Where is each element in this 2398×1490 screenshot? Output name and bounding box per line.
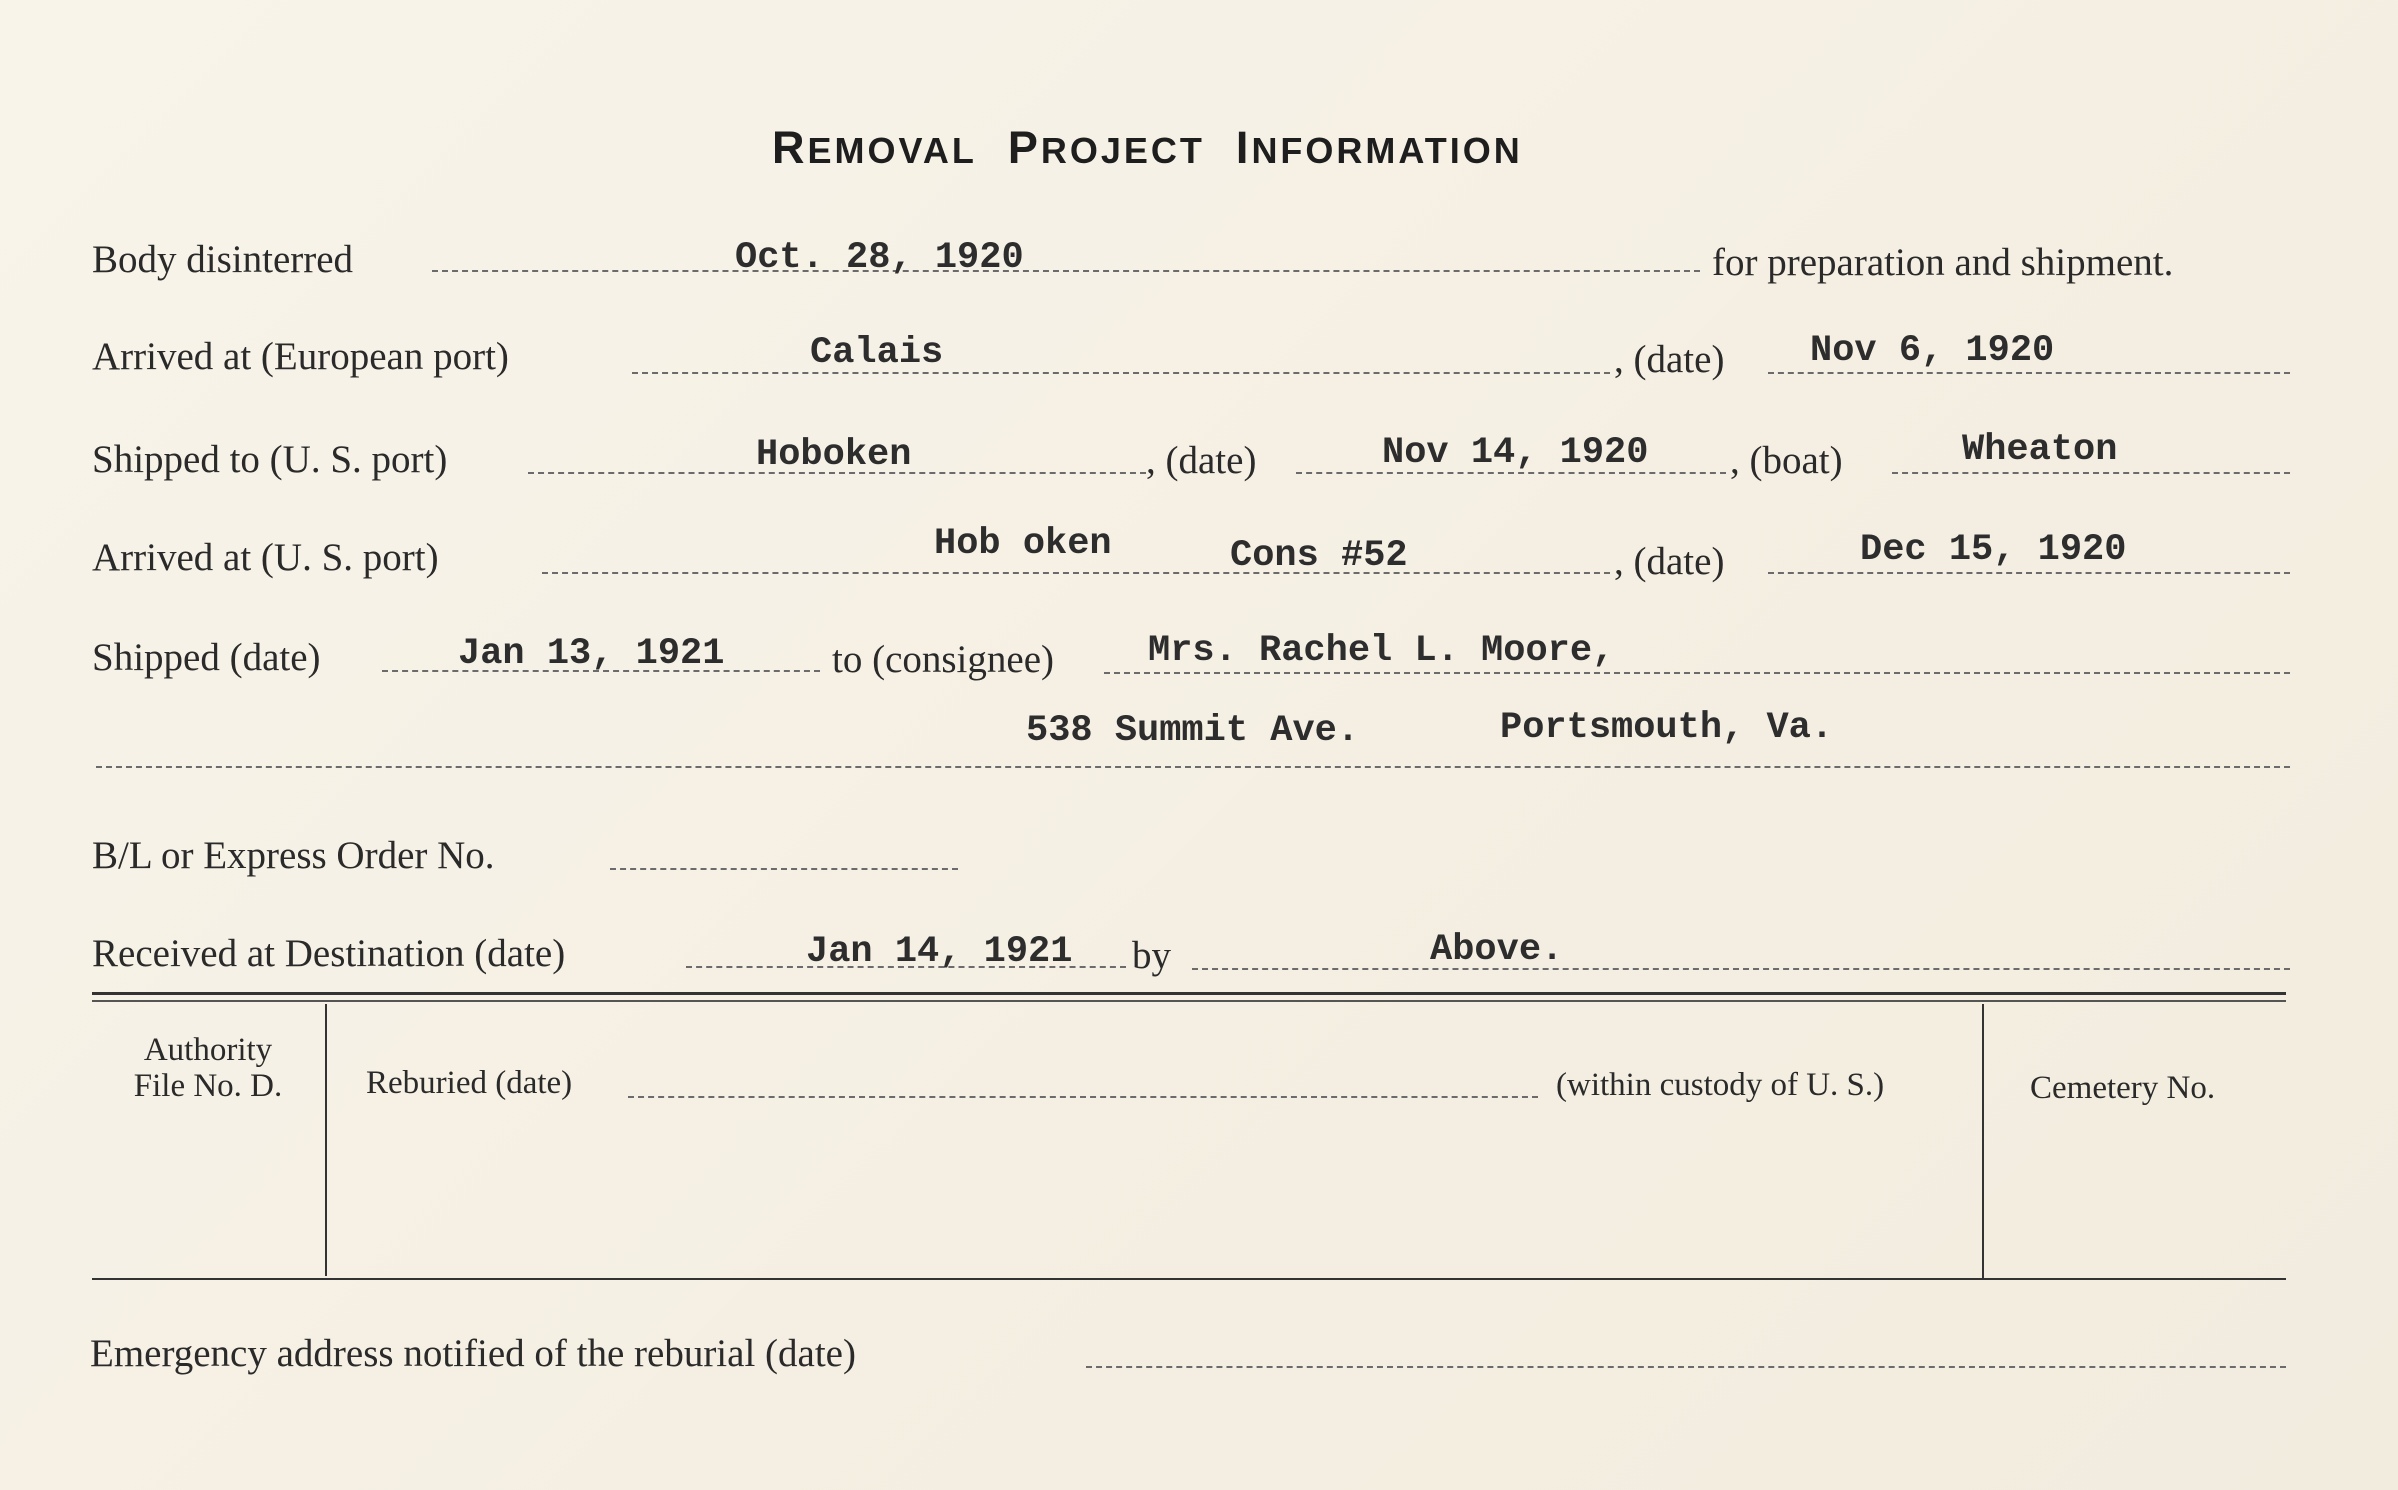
- us-port-arrived-line: [542, 572, 1610, 574]
- box-divider-right: [1982, 1004, 1984, 1280]
- preparation-shipment-text: for preparation and shipment.: [1712, 241, 2174, 284]
- european-port-label: Arrived at (European port): [92, 335, 509, 378]
- us-port-shipped-date: Nov 14, 1920: [1382, 432, 1649, 474]
- consignee-name: Mrs. Rachel L. Moore,: [1148, 630, 1615, 672]
- bl-express-order-line: [610, 868, 958, 870]
- reburied-date-line: [628, 1096, 1538, 1098]
- us-port-arrived-date-line: [1768, 572, 2290, 574]
- european-port-date: Nov 6, 1920: [1810, 330, 2055, 372]
- consignee-city: Portsmouth, Va.: [1500, 707, 1834, 749]
- shipped-date-value: Jan 13, 1921: [458, 633, 725, 675]
- card-title: REMOVAL PROJECT INFORMATION: [772, 122, 1523, 173]
- box-divider-left: [325, 1004, 327, 1276]
- consignment-number: Cons #52: [1230, 535, 1408, 577]
- european-port-line: [632, 372, 1610, 374]
- us-port-arrived-date: Dec 15, 1920: [1860, 529, 2127, 571]
- consignee-label: to (consignee): [832, 638, 1055, 681]
- consignee-street: 538 Summit Ave.: [1026, 710, 1360, 752]
- received-by-line: [1192, 968, 2290, 970]
- body-disinterred-date: Oct. 28, 1920: [735, 237, 1024, 279]
- custody-label: (within custody of U. S.): [1556, 1067, 1885, 1103]
- authority-file-label: Authority File No. D.: [133, 1032, 283, 1105]
- emergency-address-label: Emergency address notified of the reburial (date): [90, 1332, 856, 1375]
- us-port-arrived-date-label: , (date): [1614, 540, 1725, 583]
- consignee-line: [1104, 672, 2290, 674]
- us-port-shipped-date-label: , (date): [1146, 439, 1257, 482]
- us-port-shipped-value: Hoboken: [756, 434, 912, 476]
- us-port-arrived-label: Arrived at (U. S. port): [92, 536, 439, 579]
- boat-line: [1892, 472, 2290, 474]
- boat-label: , (boat): [1730, 439, 1843, 482]
- emergency-address-line: [1086, 1366, 2286, 1368]
- us-port-shipped-label: Shipped to (U. S. port): [92, 438, 448, 481]
- received-destination-date: Jan 14, 1921: [806, 931, 1073, 973]
- european-port-date-label: , (date): [1614, 338, 1725, 381]
- box-bottom-rule: [92, 1278, 2286, 1280]
- us-port-arrived-value: Hob oken: [934, 523, 1112, 565]
- european-port-date-line: [1768, 372, 2290, 374]
- european-port-value: Calais: [810, 332, 944, 374]
- reburied-date-label: Reburied (date): [366, 1065, 573, 1101]
- cemetery-number-label: Cemetery No.: [2030, 1070, 2216, 1106]
- box-top-rule-thin: [92, 1000, 2286, 1002]
- bl-express-order-label: B/L or Express Order No.: [92, 834, 495, 877]
- received-destination-label: Received at Destination (date): [92, 932, 566, 975]
- body-disinterred-line: [432, 270, 1700, 272]
- received-by-value: Above.: [1430, 929, 1564, 971]
- address-line: [96, 766, 2290, 768]
- received-by-label: by: [1132, 934, 1171, 977]
- shipped-date-label: Shipped (date): [92, 636, 321, 679]
- box-top-rule: [92, 992, 2286, 995]
- body-disinterred-label: Body disinterred: [92, 238, 354, 281]
- boat-value: Wheaton: [1962, 429, 2118, 471]
